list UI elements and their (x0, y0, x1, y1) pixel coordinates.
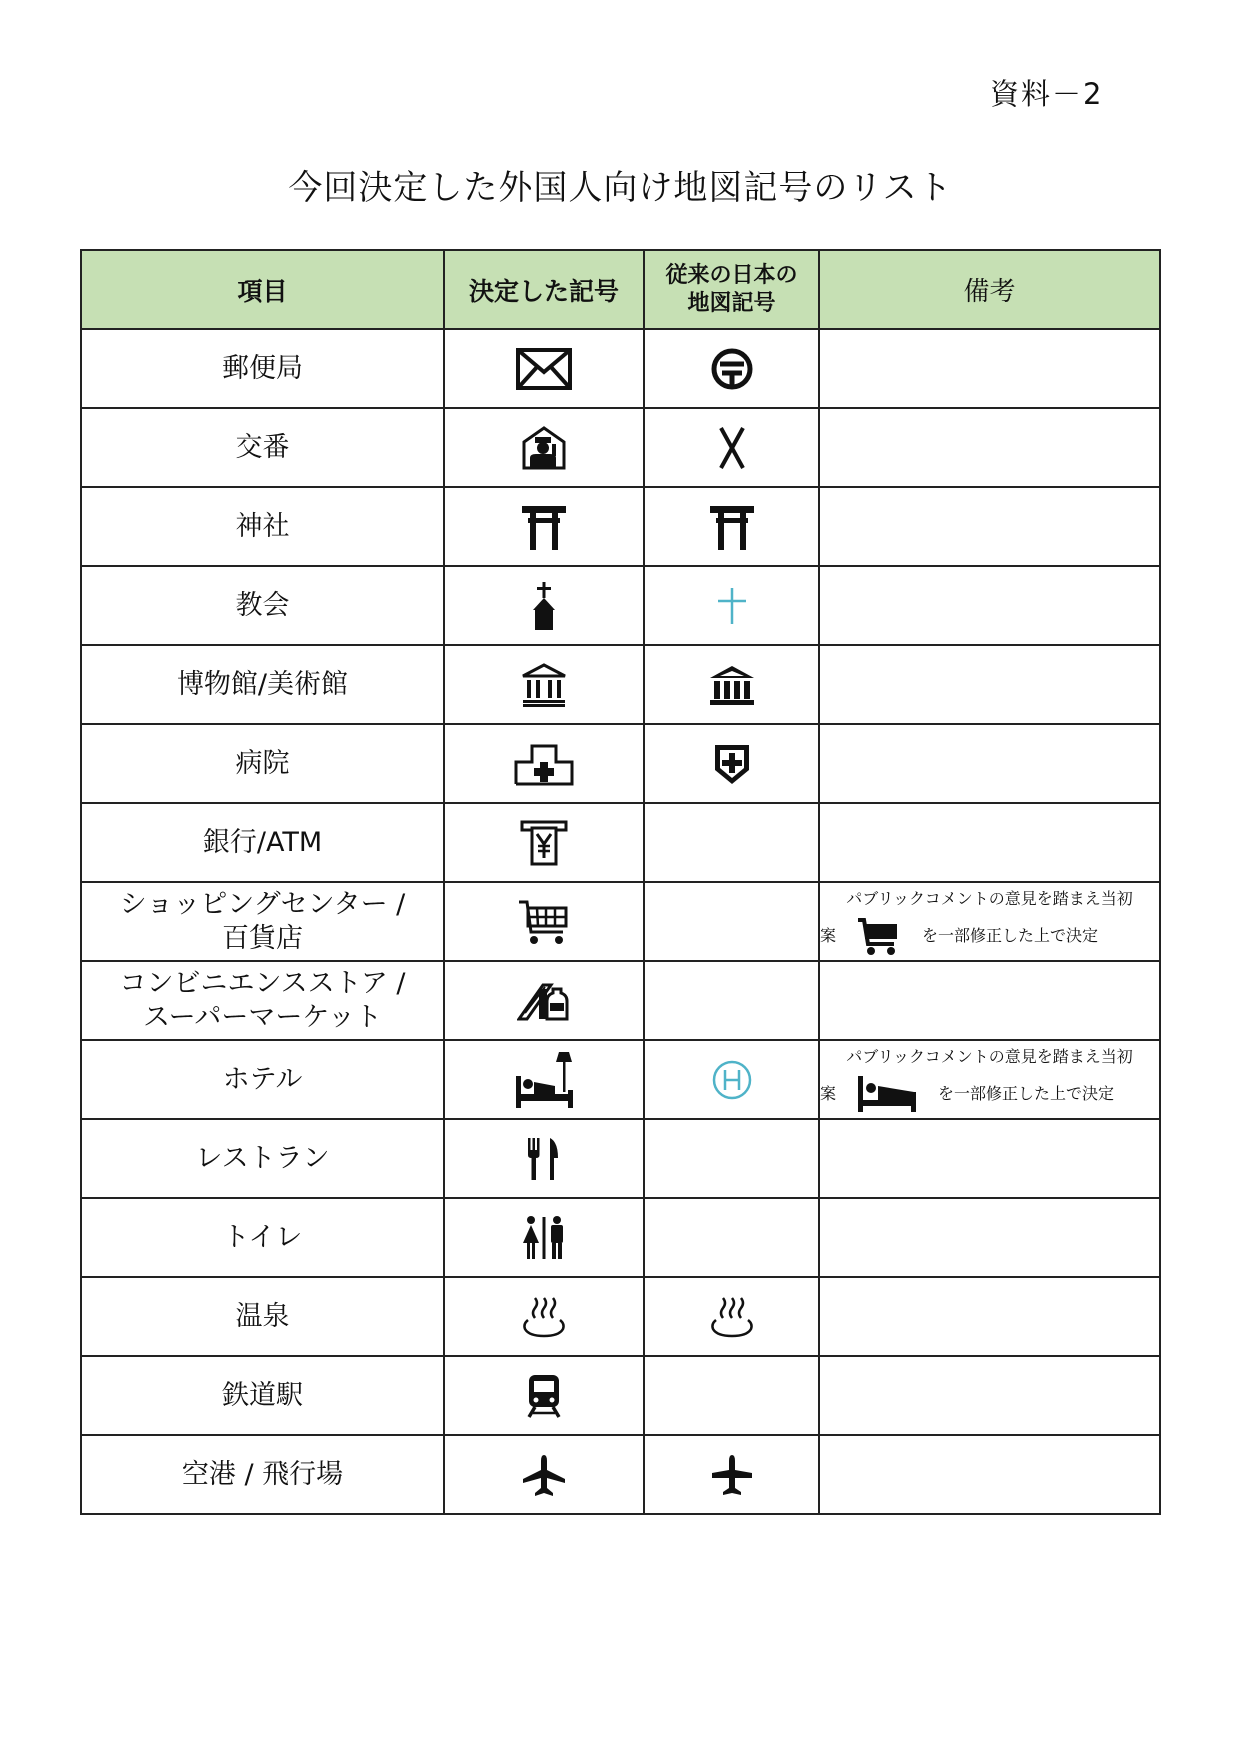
new-symbol-cell (444, 724, 644, 803)
note-text-line1: パブリックコメントの意見を踏まえ当初 (846, 888, 1133, 908)
note-cell (819, 487, 1160, 566)
note-cell (819, 882, 1160, 961)
table-row (81, 1119, 1160, 1198)
document-label: 資料－2 (990, 77, 1104, 111)
new-symbol-cell (444, 1435, 644, 1514)
table-row (81, 1198, 1160, 1277)
note-prefix: 案 (820, 925, 837, 945)
shopping-cart-icon (856, 916, 902, 956)
hot-spring-icon (521, 1296, 567, 1338)
header-old-symbol (644, 250, 819, 329)
item-name-line2: 百貨店 (222, 922, 303, 954)
old-symbol-cell (644, 1198, 819, 1277)
item-name-line2: スーパーマーケット (143, 1001, 382, 1033)
item-name-restaurant: レストラン (81, 1119, 444, 1198)
item-name-airport: 空港 / 飛行場 (81, 1435, 444, 1514)
old-symbol-cell (644, 1277, 819, 1356)
table-row (81, 566, 1160, 645)
item-name-line1: コンビニエンスストア / (119, 967, 406, 999)
old-symbol-cell (644, 803, 819, 882)
old-symbol-cell (644, 487, 819, 566)
shopping-cart-icon (517, 898, 571, 946)
old-symbol-cell (644, 408, 819, 487)
item-name-koban: 交番 (81, 408, 444, 487)
note-cell (819, 1198, 1160, 1277)
new-symbol-cell (444, 1040, 644, 1119)
church-icon (529, 582, 559, 630)
item-name-shrine: 神社 (81, 487, 444, 566)
new-symbol-cell (444, 645, 644, 724)
new-symbol-cell (444, 803, 644, 882)
old-symbol-cell (644, 882, 819, 961)
toilet-icon (521, 1215, 567, 1261)
police-officer-icon (522, 426, 566, 470)
table-row (81, 329, 1160, 408)
note-text-line2 (820, 1074, 1159, 1114)
note-text-line2 (820, 916, 1159, 956)
hospital-building-icon (514, 742, 574, 786)
table-row (81, 724, 1160, 803)
table-row (81, 1435, 1160, 1514)
note-text-line1: パブリックコメントの意見を踏まえ当初 (846, 1046, 1133, 1066)
new-symbol-cell (444, 1277, 644, 1356)
torii-icon (520, 504, 568, 550)
item-name-post-office: 郵便局 (81, 329, 444, 408)
new-symbol-cell (444, 1356, 644, 1435)
fork-knife-icon (526, 1136, 562, 1182)
table-row (81, 882, 1160, 961)
atm-yen-icon (520, 820, 568, 866)
table-row (81, 645, 1160, 724)
header-note: 備考 (819, 250, 1160, 329)
note-suffix: を一部修正した上で決定 (938, 1083, 1115, 1103)
old-symbol-cell (644, 1435, 819, 1514)
note-cell (819, 961, 1160, 1040)
note-cell (819, 329, 1160, 408)
cross-icon (715, 586, 749, 626)
item-name-church: 教会 (81, 566, 444, 645)
torii-icon (708, 504, 756, 550)
note-cell (819, 724, 1160, 803)
note-cell (819, 408, 1160, 487)
new-symbol-cell (444, 408, 644, 487)
koban-x-icon (717, 426, 747, 470)
new-symbol-cell (444, 329, 644, 408)
new-symbol-cell (444, 487, 644, 566)
note-cell (819, 1277, 1160, 1356)
new-symbol-cell (444, 961, 644, 1040)
museum-icon (521, 663, 567, 707)
item-name-convenience-store (81, 961, 444, 1040)
envelope-icon (515, 347, 573, 391)
table-row (81, 1277, 1160, 1356)
note-cell (819, 1119, 1160, 1198)
new-symbol-cell (444, 882, 644, 961)
airplane-icon (521, 1453, 567, 1497)
note-prefix: 案 (820, 1083, 837, 1103)
note-cell (819, 1040, 1160, 1119)
bed-icon (856, 1074, 918, 1114)
item-name-shopping-center (81, 882, 444, 961)
table-row (81, 1040, 1160, 1119)
hot-spring-icon (709, 1296, 755, 1338)
old-symbol-cell (644, 645, 819, 724)
old-symbol-cell (644, 1356, 819, 1435)
new-symbol-cell (444, 566, 644, 645)
new-symbol-cell (444, 1119, 644, 1198)
table-row (81, 961, 1160, 1040)
note-suffix: を一部修正した上で決定 (922, 925, 1099, 945)
item-name-toilet: トイレ (81, 1198, 444, 1277)
old-symbol-cell (644, 1040, 819, 1119)
header-old-symbol-line1: 従来の日本の (665, 262, 798, 288)
header-old-symbol-line2: 地図記号 (687, 290, 776, 316)
note-cell (819, 566, 1160, 645)
header-item: 項目 (81, 250, 444, 329)
circle-h-icon (711, 1059, 753, 1101)
item-name-museum: 博物館/美術館 (81, 645, 444, 724)
note-cell (819, 1435, 1160, 1514)
table-row (81, 487, 1160, 566)
note-cell (819, 1356, 1160, 1435)
item-name-railway-station: 鉄道駅 (81, 1356, 444, 1435)
convenience-store-icon (517, 979, 571, 1023)
old-symbol-cell (644, 961, 819, 1040)
note-cell (819, 645, 1160, 724)
item-name-line1: ショッピングセンター / (119, 888, 406, 920)
header-row (81, 250, 1160, 329)
header-new-symbol: 決定した記号 (444, 250, 644, 329)
new-symbol-cell (444, 1198, 644, 1277)
table-row (81, 803, 1160, 882)
old-symbol-cell (644, 566, 819, 645)
museum-icon (708, 664, 756, 706)
post-office-jp-icon (710, 347, 754, 391)
item-name-hospital: 病院 (81, 724, 444, 803)
old-symbol-cell (644, 329, 819, 408)
table-row (81, 1356, 1160, 1435)
old-symbol-cell (644, 1119, 819, 1198)
hotel-bed-icon (513, 1050, 575, 1110)
item-name-hot-spring: 温泉 (81, 1277, 444, 1356)
hospital-shield-icon (712, 742, 752, 786)
table-row (81, 408, 1160, 487)
old-symbol-cell (644, 724, 819, 803)
item-name-bank-atm: 銀行/ATM (81, 803, 444, 882)
document-title: 今回決定した外国人向け地図記号のリスト (288, 168, 953, 208)
item-name-hotel: ホテル (81, 1040, 444, 1119)
train-icon (526, 1373, 562, 1419)
symbols-table (80, 249, 1161, 1515)
airplane-icon (710, 1453, 754, 1497)
note-cell (819, 803, 1160, 882)
